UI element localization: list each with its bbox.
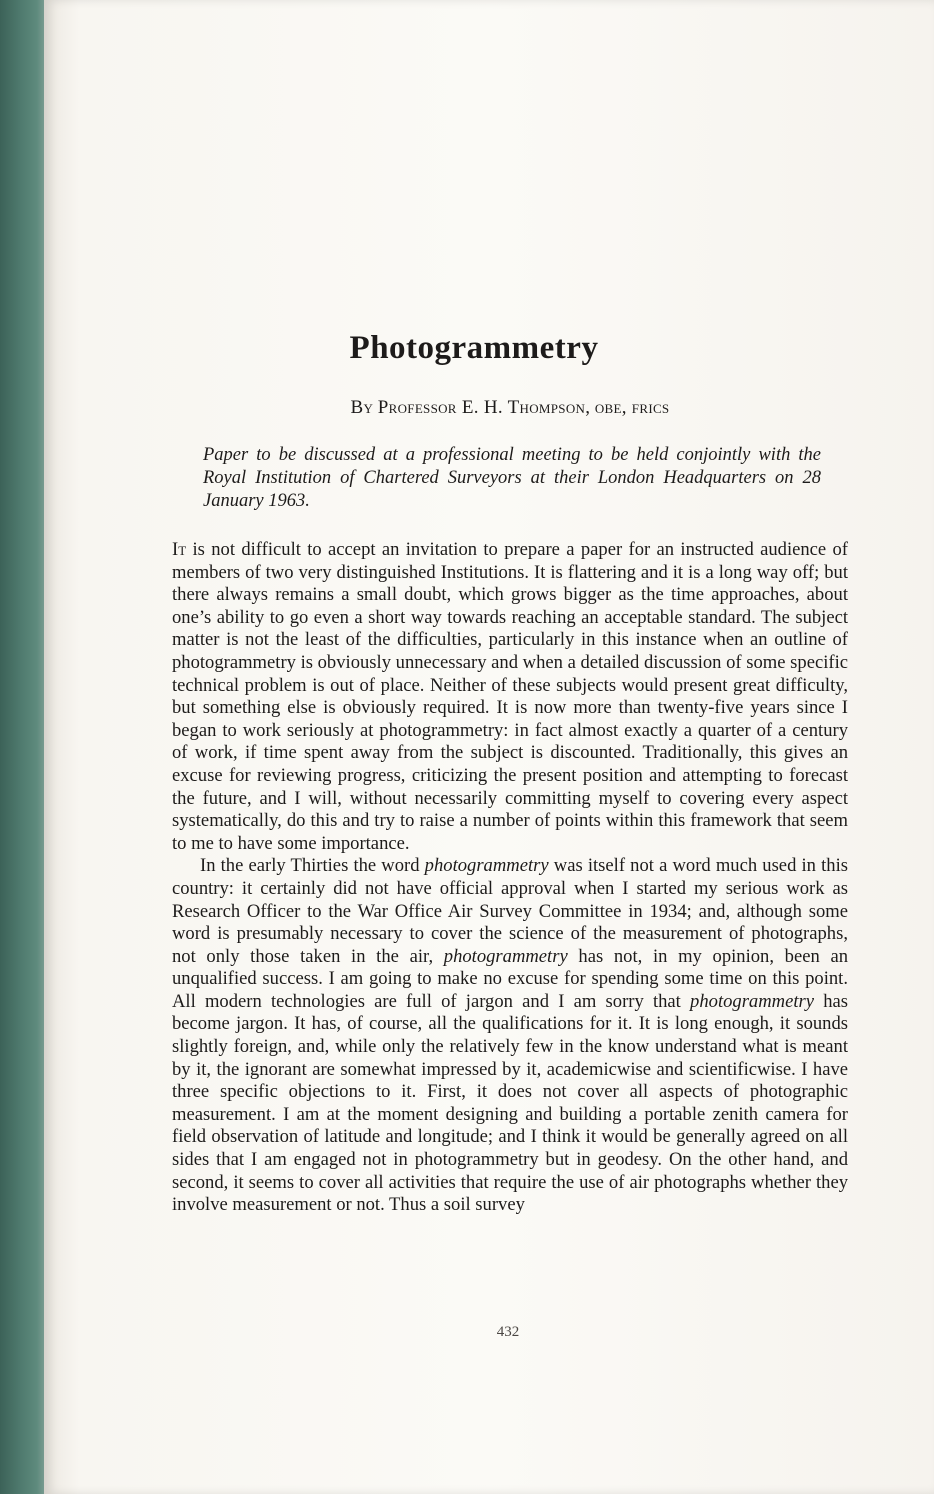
emphasis-term: photogrammetry xyxy=(424,855,549,877)
article-title: Photogrammetry xyxy=(349,330,599,366)
byline-prefix: By xyxy=(350,397,374,418)
paragraph-1-text: is not difficult to accept an invitation to prepare a paper for an instructed audience of members of two very distinguished Institutions. It is flattering and it is a long way off; but there always remains a small doubt, which grows bigger as the time approaches, about one’s ability to go even a short way towards reaching an acceptable standard. The subject matter is not the least of the difficulties, particularly in this instance when an outline of photogrammetry is obviously unnecessary and when a detailed discussion of some specific technical problem is out of place. Neither of these subjects would present great difficulty, but something else is obviously required. It is now more than twenty-five years since I began to work seriously at photogrammetry: in fact almost exactly a quarter of a century of work, if time spent away from the subject is discounted. Traditionally, this gives an excuse for reviewing progress, criticizing the present position and attempting to forecast the future, and I will, without necessarily committing myself to covering every aspect systematically, do this and try to raise a number of points within this framework that seem to me to have some importance. xyxy=(172,539,848,854)
paragraph-2-text-c: has not, in my opinion, been an unqualified success. I am going to make no excuse for spending some time on this point. All modern technologies are full of jargon and I am sorry that xyxy=(172,945,848,1012)
paragraph-2-text-b: was itself not a word much used in this country: it certainly did not have official approval when I started my serious work as Research Officer to the War Office Air Survey Committee in 1934; and, although some word is presumably necessary to cover the science of the measurement of photographs, not only those taken in the air, xyxy=(172,855,848,967)
paragraph-1 xyxy=(172,539,848,855)
page-number: 432 xyxy=(496,1324,520,1340)
author-honours: obe, frics xyxy=(594,397,670,418)
paragraph-2 xyxy=(172,855,848,1217)
page-outer-margin xyxy=(934,0,948,1494)
article-body xyxy=(172,539,848,1217)
author-name: Professor E. H. Thompson, xyxy=(377,397,591,418)
paragraph-2-text-d: has become jargon. It has, of course, all the qualifications for it. It is long enough, it sounds slightly foreign, and, while only the relatively few in the know understand what is meant by it, the ignorant are somewhat impressed by it, academicwise and scientificwise. I have three specific objections to it. First, it does not cover all aspects of photographic measurement. I am at the moment designing and building a portable zenith camera for field observation of latitude and longitude; and I think it would be generally agreed on all sides that I am engaged not in photogrammetry but in geodesy. On the other hand, and second, it seems to cover all activities that require the use of air photographs whether they involve measurement or not. Thus a soil survey xyxy=(172,990,848,1216)
meeting-note: Paper to be discussed at a professional meeting to be held conjointly with the Royal Institution of Chartered Surveyors at their London Headquarters on 28 January 1963. xyxy=(203,445,821,511)
paragraph-2-text-a: In the early Thirties the word xyxy=(200,855,425,877)
drop-lead-word: It xyxy=(172,539,187,560)
author-byline xyxy=(0,397,948,419)
emphasis-term: photogrammetry xyxy=(690,990,814,1012)
emphasis-term: photogrammetry xyxy=(443,945,568,967)
book-binding-edge xyxy=(0,0,46,1494)
